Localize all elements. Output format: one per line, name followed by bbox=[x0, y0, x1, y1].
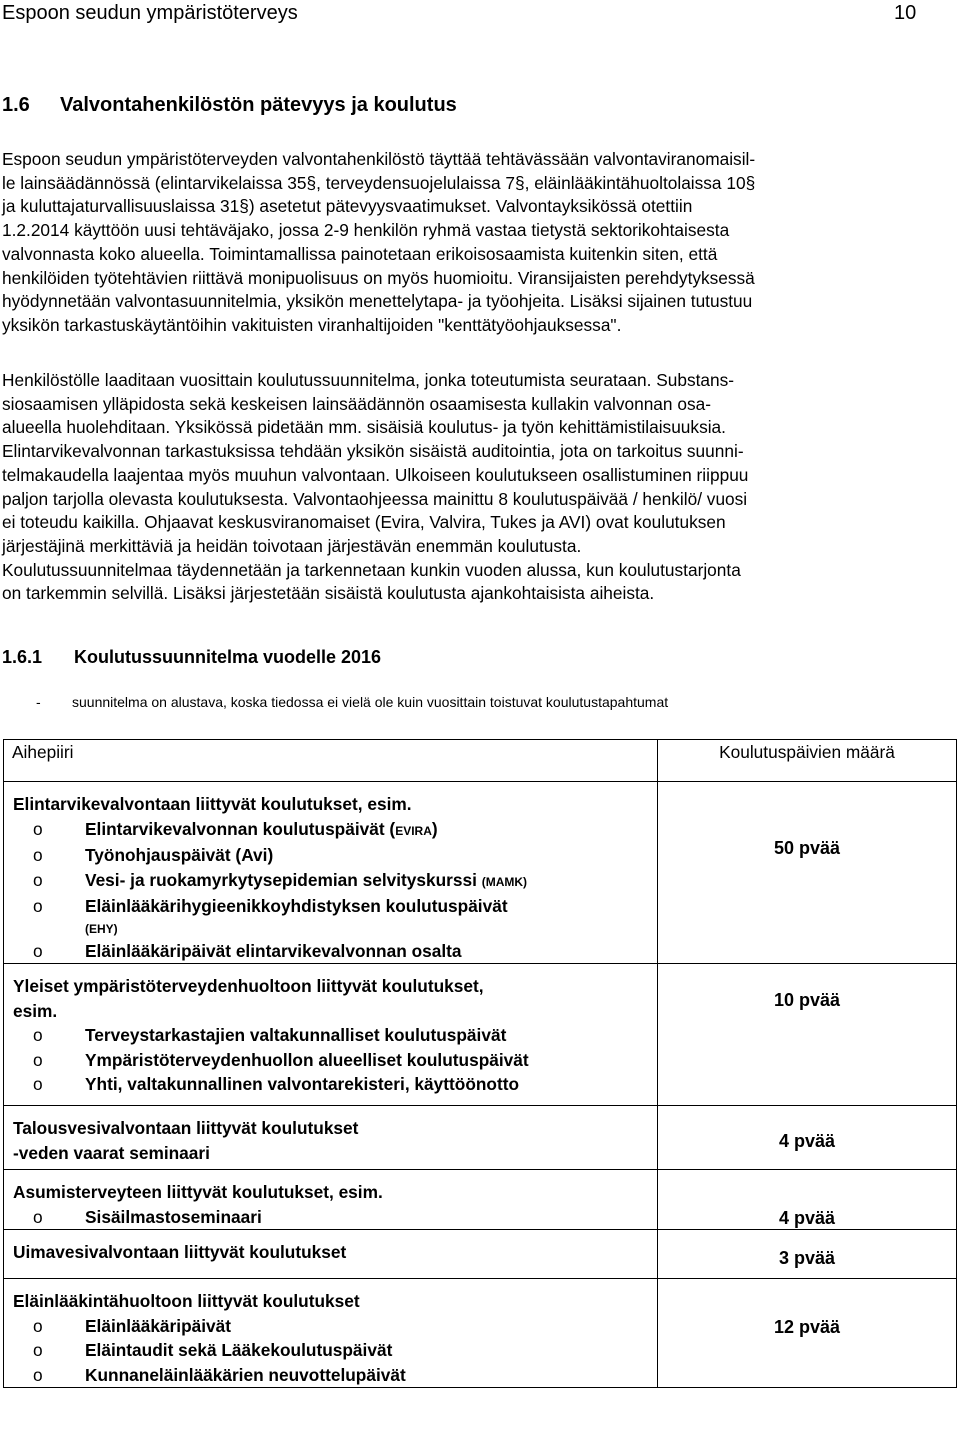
bullet-marker: o bbox=[33, 1315, 43, 1336]
list-item bbox=[13, 1205, 649, 1230]
bullet-marker: o bbox=[33, 1025, 43, 1045]
days-cell bbox=[658, 1106, 957, 1170]
topic-cell bbox=[4, 1279, 658, 1388]
group-title: Talousvesivalvontaan liittyvät koulutukset bbox=[13, 1118, 359, 1138]
bullet-marker: o bbox=[33, 1364, 43, 1385]
item-text: Sisäilmastoseminaari bbox=[85, 1206, 262, 1227]
paragraph-training-plan bbox=[2, 369, 932, 606]
header-days: Koulutuspäivien määrä bbox=[658, 740, 957, 782]
paragraph-line: Espoon seudun ympäristöterveyden valvontahenkilöstö täyttää tehtävässään valvontaviranomaisil- bbox=[2, 149, 756, 169]
days-value: 4 pvää bbox=[778, 1131, 836, 1151]
bullet-marker: o bbox=[33, 869, 43, 890]
item-text-end: ) bbox=[431, 818, 438, 839]
paragraph-line: paljon tarjolla olevasta koulutuksesta. Valvontaohjeessa mainittu 8 koulutuspäivää / henkilö/ vuosi bbox=[2, 488, 748, 509]
list-item bbox=[13, 1338, 649, 1363]
table-row bbox=[4, 782, 957, 964]
topic-cell bbox=[4, 782, 658, 964]
list-item bbox=[13, 894, 649, 919]
list-item bbox=[13, 939, 649, 964]
paragraph-line: on tarkemmin selvillä. Lisäksi järjestetään sisäistä koulutusta ajankohtaisista aiheista. bbox=[2, 583, 655, 604]
paragraph-line: Henkilöstölle laaditaan vuosittain koulutussuunnitelma, jonka toteutumista seurataan. Substans- bbox=[2, 370, 735, 390]
paragraph-line: yksikön tarkastuskäytäntöihin vakituisten viranhaltijoiden "kenttätyöohjauksessa". bbox=[2, 314, 622, 335]
table-header-row bbox=[4, 740, 957, 782]
days-value: 3 pvää bbox=[778, 1248, 836, 1268]
paragraph-line: le lainsäädännössä (elintarvikelaissa 35§, terveydensuojelulaissa 7§, eläinlääkintähuoltolaissa 10§ bbox=[2, 172, 756, 193]
list-item bbox=[13, 1023, 649, 1048]
note-dash: - bbox=[36, 694, 41, 710]
section-heading bbox=[2, 94, 457, 117]
topic-cell bbox=[4, 1230, 658, 1279]
table-row bbox=[4, 1230, 957, 1279]
topic-cell bbox=[4, 1106, 658, 1170]
group-title: Eläinlääkintähuoltoon liittyvät koulutukset bbox=[13, 1291, 360, 1311]
list-item bbox=[13, 1048, 649, 1073]
list-item bbox=[13, 817, 649, 844]
group-title: esim. bbox=[13, 1000, 58, 1021]
paragraph-line: Elintarvikevalvonnan tarkastuksissa tehdään yksikön sisäistä auditointia, jota on tarkoitus suunni- bbox=[2, 441, 744, 462]
days-cell bbox=[658, 1230, 957, 1279]
paragraph-line: järjestäjinä merkittäviä ja heidän toivotaan järjestävän enemmän koulutusta. bbox=[2, 535, 582, 556]
group-title: Asumisterveyteen liittyvät koulutukset, esim. bbox=[13, 1182, 383, 1202]
bullet-marker: o bbox=[33, 1074, 43, 1094]
header-title: Espoon seudun ympäristöterveys bbox=[2, 2, 298, 24]
days-value: 12 pvää bbox=[773, 1317, 841, 1337]
subsection-number: 1.6.1 bbox=[2, 647, 43, 667]
item-text: Työnohjauspäivät (Avi) bbox=[85, 845, 274, 865]
group-title: -veden vaarat seminaari bbox=[13, 1142, 210, 1163]
group-title: Elintarvikevalvontaan liittyvät koulutukset, esim. bbox=[13, 794, 412, 814]
item-text: Yhti, valtakunnallinen valvontarekisteri, käyttöönotto bbox=[85, 1074, 520, 1094]
days-value: 4 pvää bbox=[778, 1208, 836, 1228]
item-text: Kunnaneläinlääkärien neuvottelupäivät bbox=[85, 1364, 406, 1385]
list-item bbox=[13, 868, 649, 895]
paragraph-line: henkilöiden työtehtävien riittävä monipuolisuus on myös huomioitu. Viransijaisten perehdytyksessä bbox=[2, 267, 755, 288]
days-cell bbox=[658, 782, 957, 964]
list-item bbox=[13, 1363, 649, 1388]
paragraph-line: alueella huolehditaan. Yksikössä pidetään mm. sisäisiä koulutus- ja työn kehittämistilaisuuksia. bbox=[2, 417, 726, 438]
days-cell bbox=[658, 1279, 957, 1388]
bullet-marker: o bbox=[33, 1049, 43, 1070]
days-cell bbox=[658, 964, 957, 1106]
plan-note bbox=[36, 694, 668, 710]
item-org: (EHY) bbox=[85, 921, 118, 936]
table-row bbox=[4, 1279, 957, 1388]
bullet-marker: o bbox=[33, 845, 43, 865]
paragraph-line: Koulutussuunnitelmaa täydennetään ja tarkennetaan kunkin vuoden alussa, kun koulutustarjonta bbox=[2, 559, 741, 580]
list-item bbox=[13, 1072, 649, 1097]
paragraph-line: telmakaudella laajentaa myös muuhun valvontaan. Ulkoiseen koulutukseen osallistuminen riippuu bbox=[2, 464, 749, 485]
bullet-marker: o bbox=[33, 896, 43, 916]
days-value: 10 pvää bbox=[773, 990, 841, 1010]
item-text: Eläinlääkärihygieenikkoyhdistyksen koulutuspäivät bbox=[85, 896, 508, 916]
bullet-marker: o bbox=[33, 818, 43, 839]
table-row bbox=[4, 1170, 957, 1230]
header-topic: Aihepiiri bbox=[4, 740, 658, 782]
paragraph-line: 1.2.2014 käyttöön uusi tehtäväjako, jossa 2-9 henkilön ryhmä vastaa tietystä sektorikohtaisesta bbox=[2, 220, 730, 241]
paragraph-staff-competence bbox=[2, 148, 932, 338]
item-text: Eläintaudit sekä Lääkekoulutuspäivät bbox=[85, 1340, 393, 1360]
note-text: suunnitelma on alustava, koska tiedossa ei vielä ole kuin vuosittain toistuvat koulutustapahtumat bbox=[72, 694, 669, 710]
page-number: 10 bbox=[894, 2, 917, 24]
list-item bbox=[13, 843, 649, 868]
topic-cell bbox=[4, 1170, 658, 1230]
item-text: Vesi- ja ruokamyrkytysepidemian selvityskurssi bbox=[85, 869, 482, 890]
paragraph-line: hyödynnetään valvontasuunnitelmia, yksikön menettelytapa- ja työohjeita. Lisäksi sijainen tutustuu bbox=[2, 291, 753, 312]
subsection-heading bbox=[2, 647, 381, 668]
section-title: Valvontahenkilöstön pätevyys ja koulutus bbox=[60, 94, 457, 116]
page-header bbox=[2, 0, 942, 28]
group-title: Uimavesivalvontaan liittyvät koulutukset bbox=[13, 1242, 347, 1262]
section-number: 1.6 bbox=[2, 94, 30, 116]
bullet-marker: o bbox=[33, 940, 43, 961]
table-row bbox=[4, 964, 957, 1106]
group-title: Yleiset ympäristöterveydenhuoltoon liittyvät koulutukset, bbox=[13, 976, 484, 996]
subsection-title: Koulutussuunnitelma vuodelle 2016 bbox=[74, 647, 382, 667]
item-text: Eläinlääkäripäivät elintarvikevalvonnan osalta bbox=[85, 940, 462, 961]
paragraph-line: siosaamisen ylläpidosta sekä keskeisen lainsäädännön osaamisesta kullakin valvonnan osa- bbox=[2, 393, 711, 414]
list-item bbox=[13, 1314, 649, 1339]
paragraph-line: valvonnasta koko alueella. Toimintamallissa painotetaan erikoisosaamista kuitenkin siten, että bbox=[2, 243, 718, 264]
training-table bbox=[3, 739, 957, 1388]
item-text: Elintarvikevalvonnan koulutuspäivät ( bbox=[85, 818, 396, 839]
days-cell bbox=[658, 1170, 957, 1230]
item-org: EVIRA bbox=[395, 823, 432, 838]
bullet-marker: o bbox=[33, 1340, 43, 1360]
item-org: (MAMK) bbox=[481, 874, 528, 889]
item-text: Ympäristöterveydenhuollon alueelliset koulutuspäivät bbox=[85, 1049, 529, 1070]
bullet-marker: o bbox=[33, 1206, 43, 1227]
table-row bbox=[4, 1106, 957, 1170]
item-text: Terveystarkastajien valtakunnalliset koulutuspäivät bbox=[85, 1025, 507, 1045]
days-value: 50 pvää bbox=[773, 838, 841, 858]
item-text: Eläinlääkäripäivät bbox=[85, 1315, 232, 1336]
topic-cell bbox=[4, 964, 658, 1106]
paragraph-line: ja kuluttajaturvallisuuslaissa 31§) asetetut pätevyysvaatimukset. Valvontayksikössä otettiin bbox=[2, 196, 693, 217]
paragraph-line: ei toteudu kaikilla. Ohjaavat keskusviranomaiset (Evira, Valvira, Tukes ja AVI) ovat koulutuksen bbox=[2, 512, 726, 533]
